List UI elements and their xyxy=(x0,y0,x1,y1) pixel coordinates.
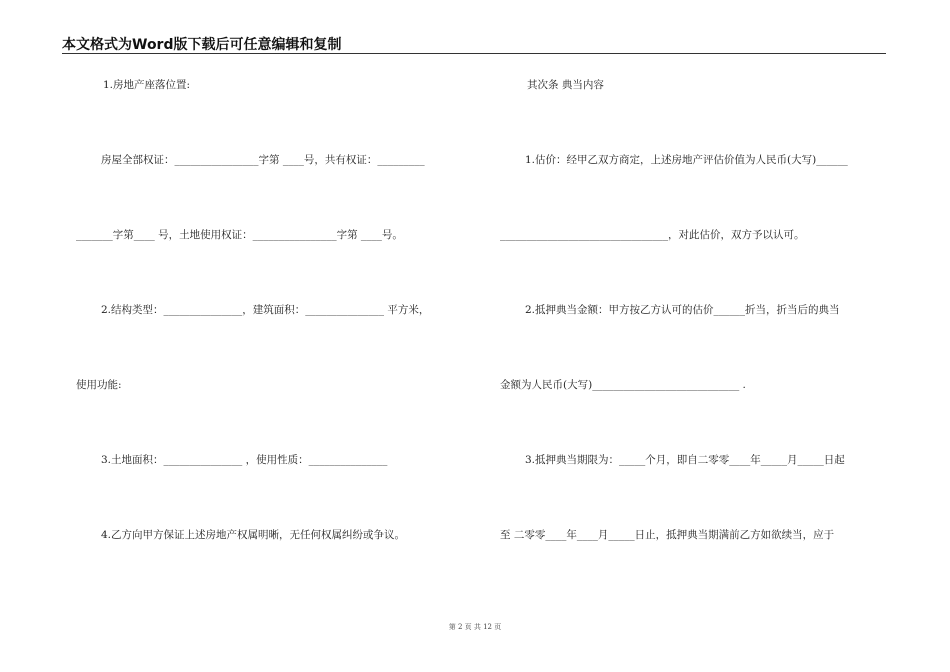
left-line-2: 房屋全部权证：________________字第 ____号，共有权证：_________ xyxy=(101,154,425,166)
left-line-4: 2.结构类型：_______________，建筑面积：_______________ 平方米， xyxy=(101,304,430,316)
right-line-1: 其次条 典当内容 xyxy=(527,79,604,91)
left-line-6: 3.土地面积：_______________ ，使用性质：_______________ xyxy=(101,454,388,466)
left-line-7: 4.乙方向甲方保证上述房地产权属明晰，无任何权属纠纷或争议。 xyxy=(101,529,406,541)
left-line-3: _______字第____ 号，土地使用权证：________________字第 ____号。 xyxy=(76,229,403,241)
left-line-5: 使用功能: xyxy=(76,379,122,391)
right-line-5: 金额为人民币(大写)____________________________ . xyxy=(500,379,746,391)
document-header-title: 本文格式为Word版下载后可任意编辑和复制 xyxy=(62,37,342,53)
page-number-footer: 第 2 页 共 12 页 xyxy=(448,623,502,631)
header-divider xyxy=(62,53,886,54)
right-line-6: 3.抵押典当期限为：_____个月，即自二零零____年_____月_____日起 xyxy=(525,454,845,466)
right-line-2: 1.估价：经甲乙双方商定，上述房地产评估价值为人民币(大写)______ xyxy=(525,154,848,166)
left-line-1: 1.房地产座落位置: xyxy=(103,79,191,91)
right-line-3: ________________________________，对此估价，双方予以认可。 xyxy=(500,229,805,241)
right-line-4: 2.抵押典当金额：甲方按乙方认可的估价______折当，折当后的典当 xyxy=(525,304,840,316)
right-line-7: 至 二零零____年____月_____日止，抵押典当期满前乙方如欲续当，应于 xyxy=(500,529,835,541)
